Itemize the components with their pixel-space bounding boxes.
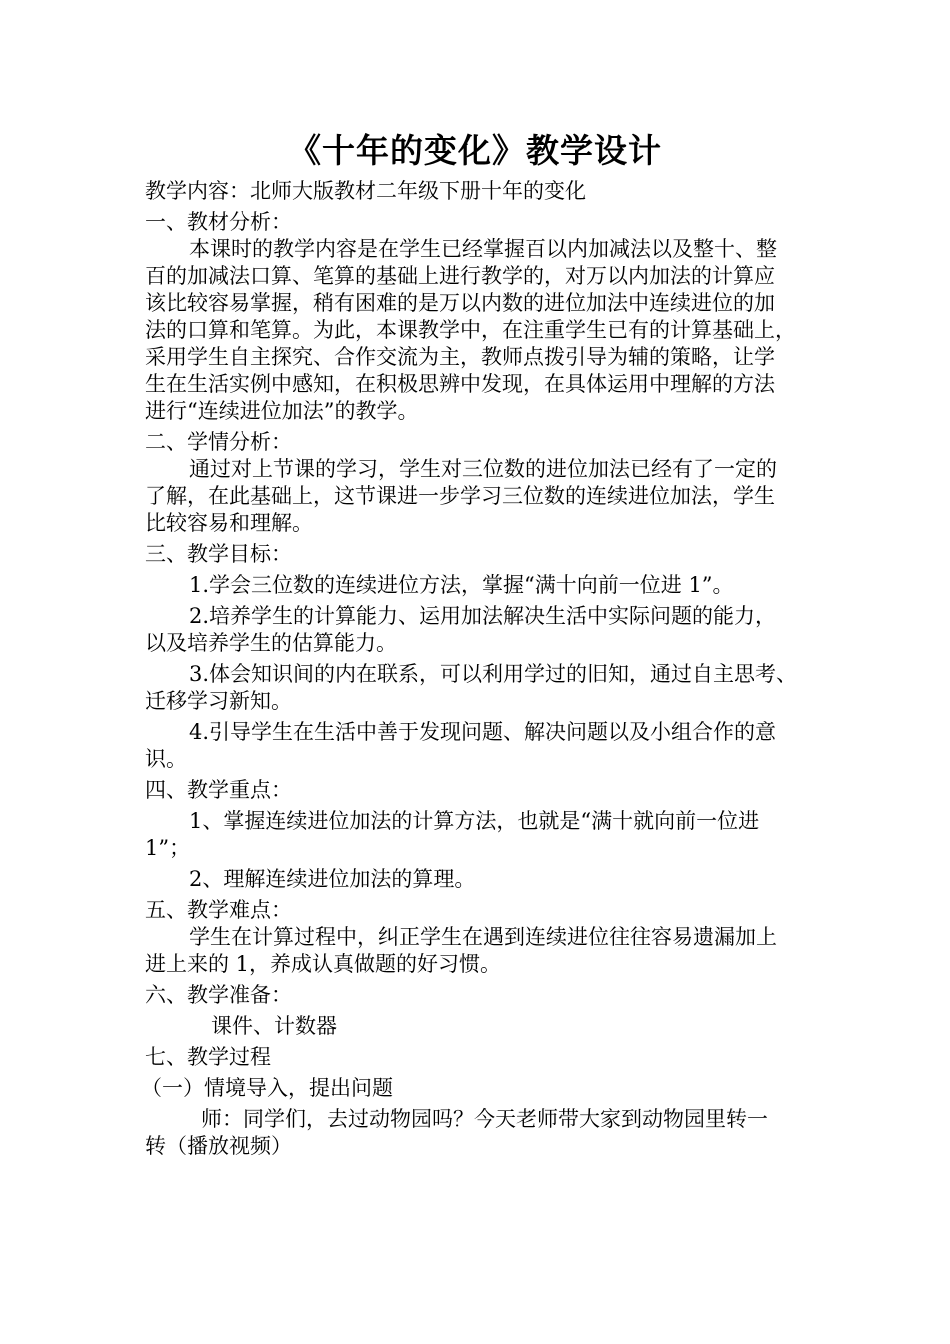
text-line: 该比较容易掌握，稍有困难的是万以内数的进位加法中连续进位的加 (145, 291, 775, 315)
section-heading-1: 一、教材分析： (145, 210, 292, 234)
text-line: 2.培养学生的计算能力、运用加法解决生活中实际问题的能力， (189, 604, 777, 628)
document-title: 《十年的变化》教学设计 (288, 131, 662, 170)
preparation-item: 课件、计数器 (211, 1014, 337, 1038)
text-line: 通过对上节课的学习，学生对三位数的进位加法已经有了一定的 (189, 457, 777, 481)
key-point-1 (145, 808, 810, 862)
text-line: 了解，在此基础上，这节课进一步学习三位数的连续进位加法，学生 (145, 484, 775, 508)
text-line: 4.引导学生在生活中善于发现问题、解决问题以及小组合作的意 (189, 720, 777, 744)
goal-item-2 (145, 603, 810, 657)
text-line: 比较容易和理解。 (145, 511, 313, 535)
text-line: 进行“连续进位加法”的教学。 (145, 399, 419, 423)
text-line: 进上来的 1，养成认真做题的好习惯。 (145, 952, 502, 976)
section-heading-6: 六、教学准备： (145, 983, 292, 1007)
text-line: 1.学会三位数的连续进位方法，掌握“满十向前一位进 1”。 (189, 573, 734, 597)
content-line: 教学内容：北师大版教材二年级下册十年的变化 (145, 179, 586, 203)
text-line: 本课时的教学内容是在学生已经掌握百以内加减法以及整十、整 (189, 237, 777, 261)
goal-item-1 (145, 572, 810, 599)
text-line: 法的口算和笔算。为此，本课教学中，在注重学生已有的计算基础上， (145, 318, 796, 342)
section-heading-2: 二、学情分析： (145, 430, 292, 454)
section-heading-7: 七、教学过程 (145, 1045, 271, 1069)
paragraph-textbook-analysis (145, 236, 810, 425)
text-line: 采用学生自主探究、合作交流为主，教师点拨引导为辅的策略，让学 (145, 345, 775, 369)
text-line: 迁移学习新知。 (145, 689, 292, 713)
subsection-heading-1: （一）情境导入，提出问题 (141, 1076, 393, 1100)
text-line: 学生在计算过程中，纠正学生在遇到连续进位往往容易遗漏加上 (189, 925, 777, 949)
text-line: 转（播放视频） (145, 1134, 292, 1158)
text-line: 2、理解连续进位加法的算理。 (189, 867, 476, 891)
text-line: 以及培养学生的估算能力。 (145, 631, 397, 655)
section-heading-4: 四、教学重点： (145, 778, 292, 802)
text-line: 识。 (145, 747, 187, 771)
paragraph-student-analysis (145, 456, 810, 537)
goal-item-4 (145, 719, 810, 773)
paragraph-teacher-intro (145, 1106, 810, 1160)
goal-item-3 (145, 661, 810, 715)
paragraph-difficulty (145, 924, 810, 978)
text-line: 1、掌握连续进位加法的计算方法，也就是“满十就向前一位进 (189, 809, 760, 833)
text-line: 3.体会知识间的内在联系，可以利用学过的旧知，通过自主思考、 (189, 662, 798, 686)
section-heading-5: 五、教学难点： (145, 898, 292, 922)
text-line: 1”； (145, 836, 191, 860)
document-body (141, 178, 810, 1160)
key-point-2 (145, 866, 810, 893)
text-line: 百的加减法口算、笔算的基础上进行教学的，对万以内加法的计算应 (145, 264, 775, 288)
text-line: 生在生活实例中感知，在积极思辨中发现，在具体运用中理解的方法 (145, 372, 775, 396)
section-heading-3: 三、教学目标： (145, 542, 292, 566)
text-line: 师：同学们，去过动物园吗？今天老师带大家到动物园里转一 (201, 1107, 768, 1131)
